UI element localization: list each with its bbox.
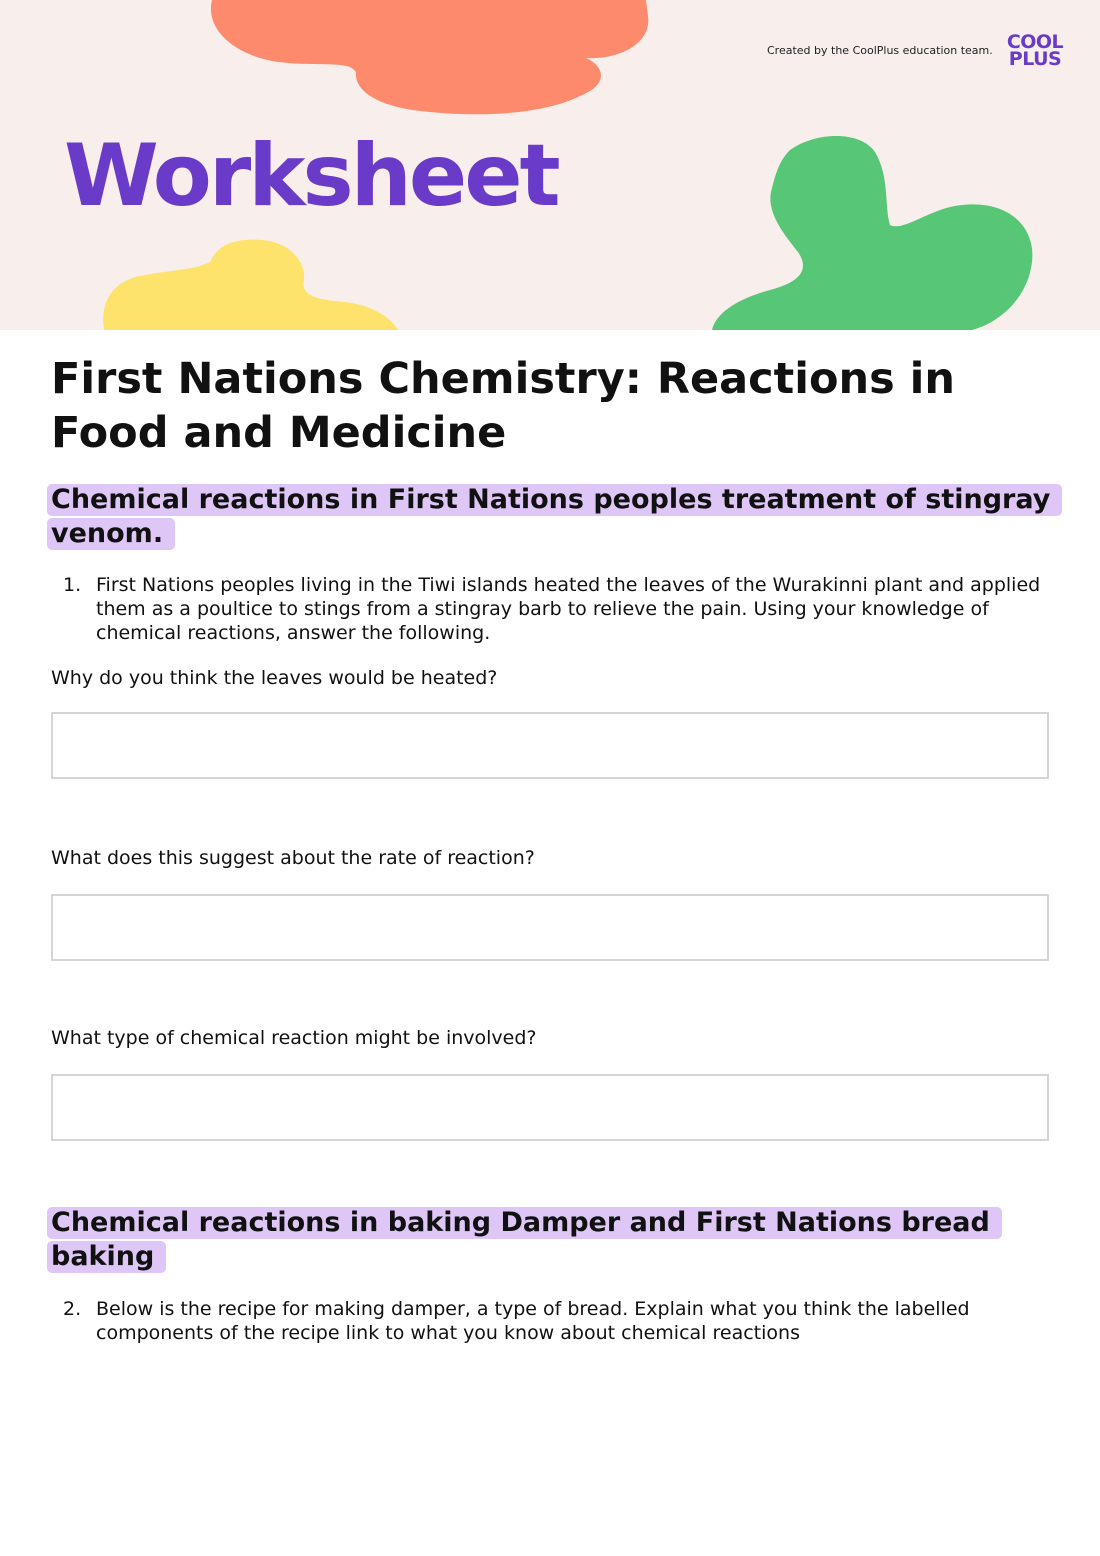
answer-box-why-heated[interactable] [51,712,1049,779]
section-heading-damper [51,1206,1051,1274]
prompt-why-heated: Why do you think the leaves would be heated? [51,667,498,689]
question-list [51,1297,1041,1345]
worksheet-header [0,0,1100,330]
page-title: First Nations Chemistry: Reactions in Food and Medicine [51,354,956,458]
question-item [51,573,1041,645]
credit-text: Created by the CoolPlus education team. [767,44,993,57]
question-number: 2. [63,1298,82,1320]
section-heading-stingray-text: Chemical reactions in First Nations peoples treatment of stingray venom. [47,484,1062,550]
logo-line-cool: COOL [1006,31,1064,53]
answer-box-rate-of-reaction[interactable] [51,894,1049,961]
section-heading-stingray [51,483,1051,551]
question-text: Below is the recipe for making damper, a type of bread. Explain what you think the labelled components of the recipe link to what you know about chemical reactions [96,1298,970,1344]
question-list [51,573,1041,645]
coolplus-logo [1003,31,1067,70]
green-blob [712,136,1032,330]
logo-line-plus: PLUS [1008,48,1062,70]
section-heading-damper-text: Chemical reactions in baking Damper and First Nations bread baking [47,1207,1002,1273]
prompt-rate-of-reaction: What does this suggest about the rate of reaction? [51,847,535,869]
prompt-reaction-type: What type of chemical reaction might be involved? [51,1027,537,1049]
yellow-blob [103,240,398,330]
question-text: First Nations peoples living in the Tiwi islands heated the leaves of the Wurakinni plant and applied them as a poultice to stings from a stingray barb to relieve the pain. Using your knowledge of chemical reactions, answer the following. [96,574,1041,644]
question-number: 1. [63,574,82,596]
coral-blob [211,0,648,114]
worksheet-title: Worksheet [64,126,558,226]
answer-box-reaction-type[interactable] [51,1074,1049,1141]
question-item [51,1297,1041,1345]
